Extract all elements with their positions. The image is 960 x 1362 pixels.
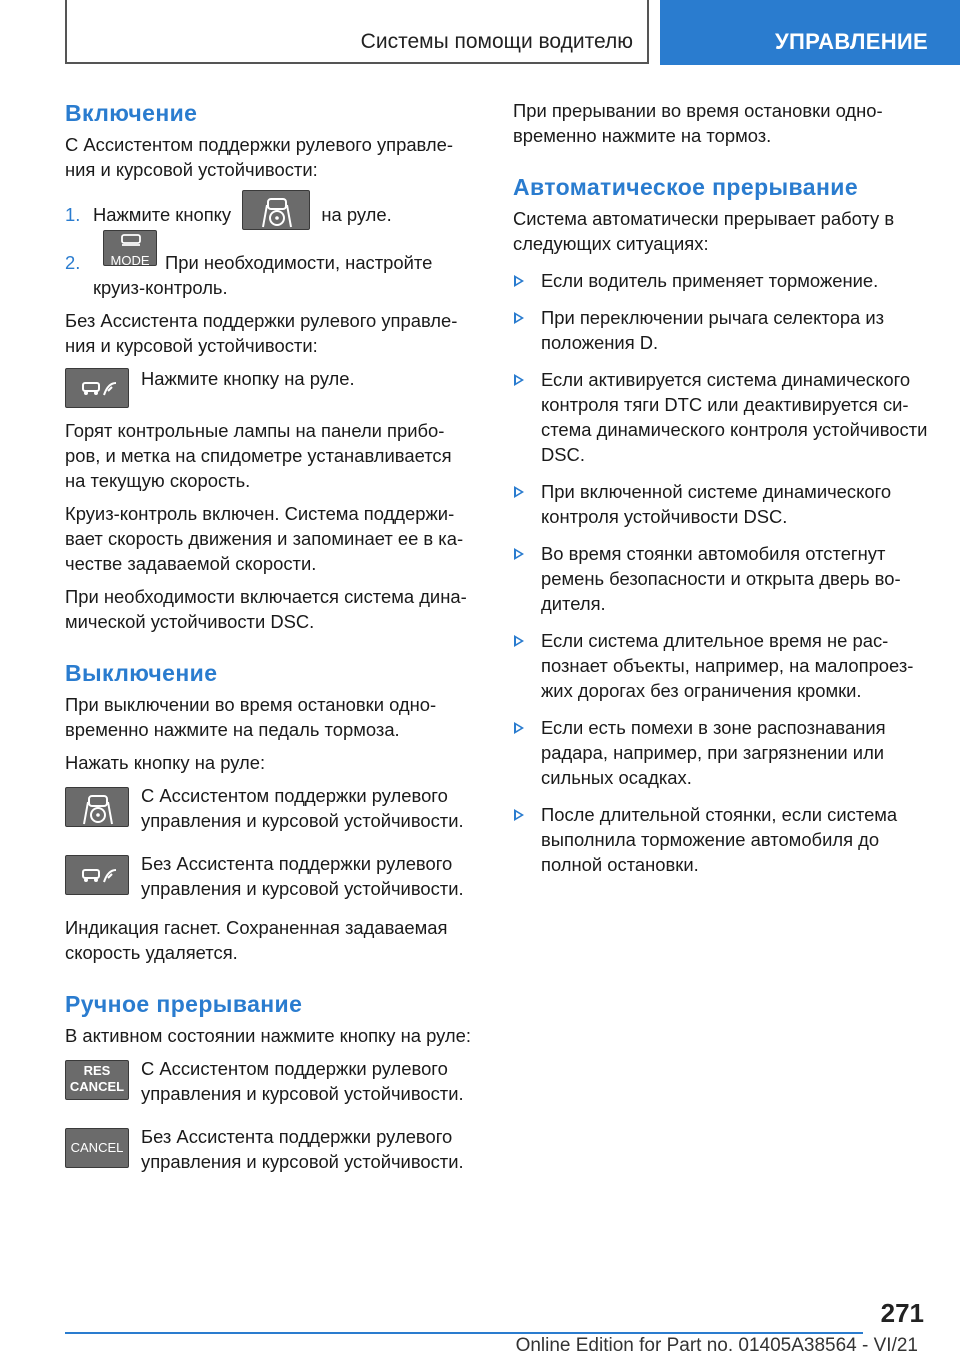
header-section-title: Системы помощи водителю xyxy=(360,30,633,53)
text-active: В активном состоянии нажмите кнопку на руле: xyxy=(65,1025,471,1046)
text-cruise-on: Круиз-контроль включен. Система поддержи-вает скорость движения и запоминает ее в ка-честве задаваемой скорости. xyxy=(65,503,464,574)
cruise-speed-icon xyxy=(65,855,129,895)
text-without-assist: Без Ассистента поддержки рулевого управле-ния и курсовой устойчивости: xyxy=(65,310,458,356)
triangle-bullet-icon xyxy=(514,809,524,821)
text-interrupt-brake: При прерывании во время остановки одно-временно нажмите на тормоз. xyxy=(513,100,883,146)
res-cancel-icon xyxy=(65,1060,129,1100)
steering-assist-icon xyxy=(65,787,129,827)
text-dsc: При необходимости включается система дина-мической устойчивости DSC. xyxy=(65,586,467,632)
steering-assist-icon xyxy=(242,190,310,230)
mode-label: MODE xyxy=(110,253,150,268)
cancel-label: CANCEL xyxy=(69,1079,125,1094)
triangle-bullet-icon xyxy=(514,312,524,324)
left-column xyxy=(65,98,477,1180)
list-item: При включенной системе динамического контроля устойчивости DSC. xyxy=(513,479,933,529)
step-1-pre: Нажмите кнопку xyxy=(93,204,232,225)
step-number: 1. xyxy=(65,204,81,225)
press-button-text: Нажмите кнопку на руле. xyxy=(141,368,355,389)
step-number: 2. xyxy=(65,252,81,273)
icon-row-without-assist xyxy=(65,851,477,907)
right-column xyxy=(513,98,933,877)
list-item: Если активируется система динамического контроля тяги DTC или деактивируется си-стема динамического контроля устойчивости DSC. xyxy=(513,367,933,467)
cancel-only-label: CANCEL xyxy=(70,1140,124,1155)
header-section-box xyxy=(65,0,649,64)
text-indicator: Индикация гаснет. Сохраненная задаваемая скорость удаляется. xyxy=(65,917,448,963)
header-chapter-tab xyxy=(660,0,960,65)
mode-icon xyxy=(103,230,157,266)
cancel-icon xyxy=(65,1128,129,1168)
icon-row-res-cancel xyxy=(65,1056,477,1112)
heading-enable: Включение xyxy=(65,100,198,126)
triangle-bullet-icon xyxy=(514,374,524,386)
step-2 xyxy=(65,250,477,300)
text-with-assist: С Ассистентом поддержки рулевого управле-ния и курсовой устойчивости: xyxy=(65,134,453,180)
list-item: После длительной стоянки, если система выполнила торможение автомобиля до полной остановки. xyxy=(513,802,933,877)
step-1-post: на руле. xyxy=(321,204,392,225)
press-button-row xyxy=(65,366,477,410)
step-2-text: При необходимости, настройте круиз-контроль. xyxy=(93,252,433,298)
text-press-wheel: Нажать кнопку на руле: xyxy=(65,752,266,773)
res-label: RES xyxy=(83,1063,111,1078)
text-lamps: Горят контрольные лампы на панели прибо-ров, и метка на спидометре устанавливается на текущую скорость. xyxy=(65,420,452,491)
triangle-bullet-icon xyxy=(514,548,524,560)
footer-edition: Online Edition for Part no. 01405A38564 - VI/21 xyxy=(515,1335,918,1356)
footer-divider xyxy=(65,1332,863,1334)
heading-manual: Ручное прерывание xyxy=(65,991,303,1017)
list-item: Если система длительное время не рас-познает объекты, например, на малопроез-жих дорогах без ограничения кромки. xyxy=(513,628,933,703)
icon-row-cancel xyxy=(65,1124,477,1180)
icon-text-res-with: С Ассистентом поддержки рулевого управления и курсовой устойчивости. xyxy=(141,1058,464,1104)
cruise-speed-icon xyxy=(65,368,129,408)
triangle-bullet-icon xyxy=(514,722,524,734)
list-item: При переключении рычага селектора из положения D. xyxy=(513,305,933,355)
text-disable-brake: При выключении во время остановки одно-временно нажмите на педаль тормоза. xyxy=(65,694,437,740)
header-chapter-title: УПРАВЛЕНИЕ xyxy=(775,29,928,54)
text-auto-intro: Система автоматически прерывает работу в следующих ситуациях: xyxy=(513,208,895,254)
icon-row-with-assist xyxy=(65,783,477,839)
heading-disable: Выключение xyxy=(65,660,218,686)
heading-auto: Автоматическое прерывание xyxy=(513,174,859,200)
triangle-bullet-icon xyxy=(514,275,524,287)
list-item: Во время стоянки автомобиля отстегнут ремень безопасности и открыта дверь во-дителя. xyxy=(513,541,933,616)
triangle-bullet-icon xyxy=(514,635,524,647)
page-number: 271 xyxy=(880,1298,924,1328)
icon-text-cancel-without: Без Ассистента поддержки рулевого управления и курсовой устойчивости. xyxy=(141,1126,464,1172)
list-item: Если есть помехи в зоне распознавания радара, например, при загрязнении или сильных осадках. xyxy=(513,715,933,790)
list-item: Если водитель применяет торможение. xyxy=(513,268,933,293)
icon-text-with-assist: С Ассистентом поддержки рулевого управления и курсовой устойчивости. xyxy=(141,785,464,831)
icon-text-without-assist: Без Ассистента поддержки рулевого управления и курсовой устойчивости. xyxy=(141,853,464,899)
triangle-bullet-icon xyxy=(514,486,524,498)
